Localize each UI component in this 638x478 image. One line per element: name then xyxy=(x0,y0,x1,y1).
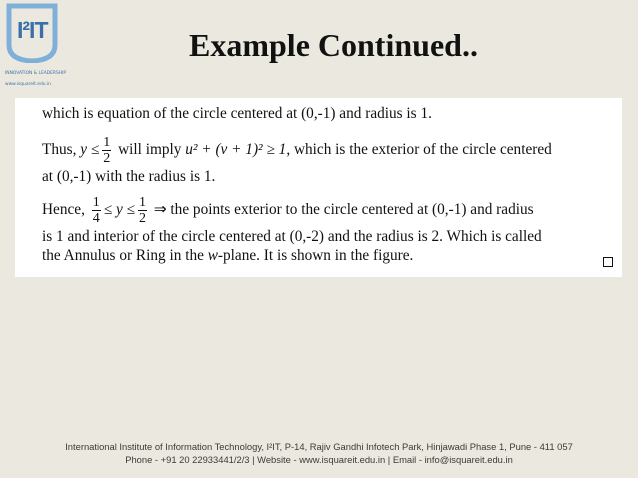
institute-logo xyxy=(4,3,67,91)
para2-inequality: y ≤ xyxy=(80,141,100,158)
paragraph-1-text: which is equation of the circle centered at (0,-1) and radius is 1. xyxy=(42,105,432,122)
para2-end: , which is the exterior of the circle centered xyxy=(286,141,552,158)
footer-contact: Phone - +91 20 22933441/2/3 | Website - www.isquareit.edu.in | Email - info@isquareit.edu.in xyxy=(125,454,513,465)
logo-mark: I²IT xyxy=(17,17,48,43)
logo-tagline: INNOVATION & LEADERSHIP xyxy=(5,71,67,76)
fraction-denominator: 2 xyxy=(138,210,146,226)
para3-inequality: ≤ y ≤ xyxy=(103,201,135,218)
para3-rest: ⇒ the points exterior to the circle centered at (0,-1) and radius xyxy=(149,201,534,218)
para2-expression: u² + (v + 1)² ≥ 1 xyxy=(185,141,287,158)
paragraph-2 xyxy=(42,133,614,186)
paragraph-3 xyxy=(42,193,614,265)
fraction-numerator: 1 xyxy=(138,194,146,210)
footer xyxy=(0,440,638,466)
footer-address: International Institute of Information Technology, I²IT, P-14, Rajiv Gandhi Infotech Park, Hinjawadi Phase 1, Pune - 411 057 xyxy=(65,441,573,452)
paragraph-2-line-1 xyxy=(42,133,614,167)
qed-square-icon xyxy=(603,257,613,267)
para2-start: Thus, xyxy=(42,141,81,158)
paragraph-3-line-2: is 1 and interior of the circle centered at (0,-2) and the radius is 2. Which is called xyxy=(42,228,542,245)
fraction-one-half xyxy=(102,135,111,166)
para2-mid: will imply xyxy=(114,141,186,158)
para3-start: Hence, xyxy=(42,201,89,218)
slide-title: Example Continued.. xyxy=(189,27,478,63)
para3-line3-a: the Annulus or Ring in the xyxy=(42,247,208,264)
paragraph-2-line-2: at (0,-1) with the radius is 1. xyxy=(42,168,216,185)
paragraph-1 xyxy=(42,104,614,126)
paragraph-3-line-1 xyxy=(42,193,614,227)
content-panel xyxy=(15,98,622,277)
para3-line3-b: -plane. It is shown in the figure. xyxy=(217,247,414,264)
fraction-one-quarter xyxy=(92,195,101,226)
fraction-numerator: 1 xyxy=(103,134,111,150)
fraction-one-half-2 xyxy=(138,195,147,226)
para3-w-variable: w xyxy=(207,247,218,264)
fraction-denominator: 2 xyxy=(103,150,111,166)
fraction-denominator: 4 xyxy=(92,210,100,226)
paragraph-3-line-3 xyxy=(42,246,614,265)
logo-website: www.isquareit.edu.in xyxy=(5,82,51,87)
fraction-numerator: 1 xyxy=(92,194,100,210)
